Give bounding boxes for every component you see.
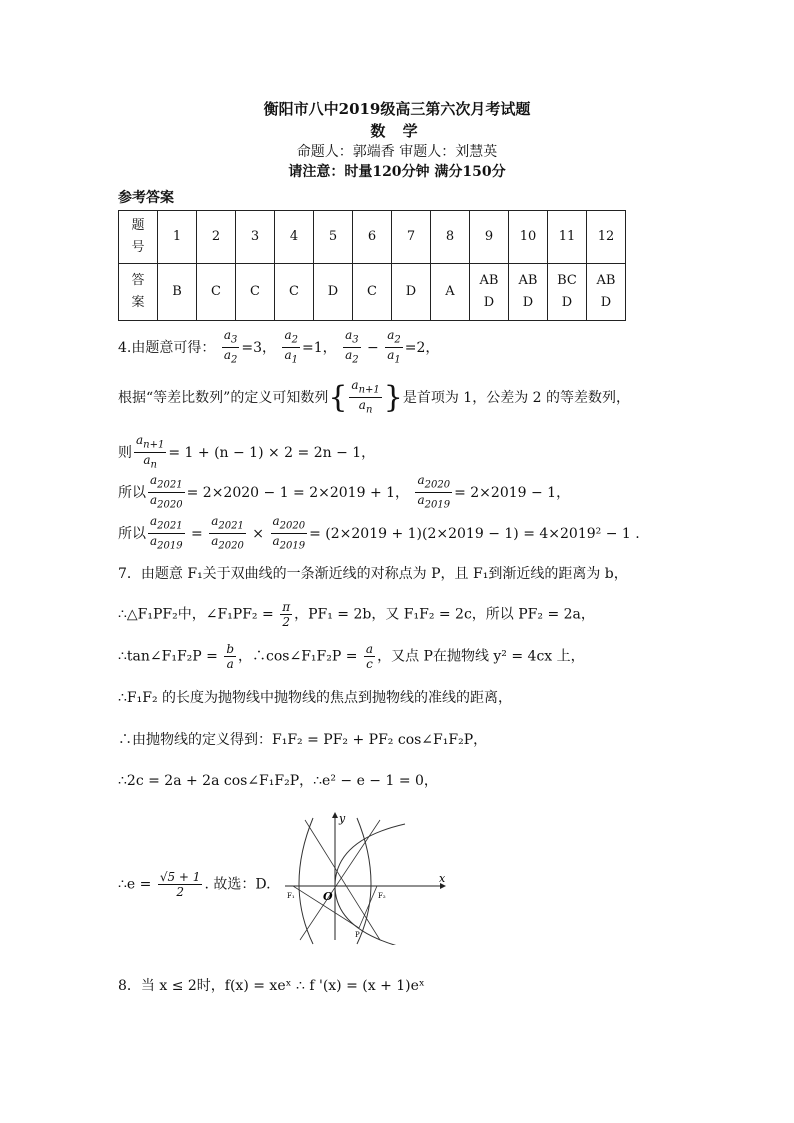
answer-cell: AB D bbox=[587, 264, 626, 321]
sol4-line2: 根据“等差比数列”的定义可知数列{ $\frac{a_{n+1}}{a_n}$ }是首项为 1，公差为 2 的等差数列， bbox=[118, 378, 631, 416]
equation: = 1 + (n − 1) × 2 = 2n − 1， bbox=[168, 444, 376, 461]
q-num: 11 bbox=[548, 211, 587, 264]
text: ，PF₁ = 2b，又 F₁F₂ = 2c，所以 PF₂ = 2a， bbox=[294, 606, 595, 623]
y-axis-arrow bbox=[332, 812, 338, 818]
text: ，又点 P在抛物线 y² = 4cx 上， bbox=[377, 648, 585, 665]
q-num: 1 bbox=[158, 211, 197, 264]
fraction: $\frac{a_{2021}}{a_{2020}}$ bbox=[150, 473, 183, 511]
text: 根据“等差比数列”的定义可知数列 bbox=[118, 389, 329, 406]
q-num: 6 bbox=[353, 211, 392, 264]
table-row-answers bbox=[119, 264, 626, 321]
asymptote-2 bbox=[305, 820, 380, 940]
equation: = (2×2019 + 1)(2×2019 − 1) = 4×2019² − 1 . bbox=[309, 525, 640, 542]
fraction: $\frac{a_2}{a_1}$ bbox=[387, 328, 401, 366]
sol7-line2 bbox=[118, 600, 595, 629]
subject-title: 数 学 bbox=[370, 122, 424, 140]
text: ∴△F₁PF₂中，∠F₁PF₂ = bbox=[118, 606, 274, 623]
equation: =3， bbox=[241, 339, 276, 356]
sol7-line4: ∴F₁F₂ 的长度为抛物线中抛物线的焦点到抛物线的准线的距离， bbox=[118, 690, 513, 706]
equation: = 2×2019 − 1， bbox=[454, 484, 571, 501]
q-num: 9 bbox=[470, 211, 509, 264]
answer-cell: C bbox=[353, 264, 392, 321]
equation: = 2×2020 − 1 = 2×2019 + 1， bbox=[186, 484, 410, 501]
row-label-answers: 答 案 bbox=[119, 264, 158, 321]
sol8-line1: 8．当 x ≤ 2时，f(x) = xeˣ ∴ f '(x) = (x + 1)eˣ bbox=[118, 978, 425, 994]
text: . 故选：D. bbox=[204, 876, 271, 893]
q-num: 4 bbox=[275, 211, 314, 264]
q-num: 3 bbox=[236, 211, 275, 264]
origin-label: O bbox=[323, 890, 333, 903]
answer-cell: AB D bbox=[509, 264, 548, 321]
row-label-questions: 题 号 bbox=[119, 211, 158, 264]
fraction: $\frac{a_3}{a_2}$ bbox=[223, 328, 238, 366]
fraction: $\frac{a_{2020}}{a_{2019}}$ bbox=[417, 473, 451, 511]
sol4-line3 bbox=[118, 433, 375, 473]
f2-label: F₂ bbox=[378, 892, 386, 900]
fraction: $\frac{√5 + 1}{2}$ bbox=[159, 870, 201, 899]
notice-line: 请注意：时量120分钟 满分150分 bbox=[288, 164, 506, 180]
answer-cell: BC D bbox=[548, 264, 587, 321]
fraction: $\frac{a_{n+1}}{a_n}$ bbox=[351, 378, 380, 416]
p-label: P bbox=[355, 931, 360, 939]
text: 则 bbox=[118, 444, 132, 461]
q-num: 12 bbox=[587, 211, 626, 264]
sol7-line5: ∴由抛物线的定义得到：F₁F₂ = PF₂ + PF₂ cos∠F₁F₂P， bbox=[118, 732, 488, 748]
answer-cell: AB D bbox=[470, 264, 509, 321]
answer-table bbox=[118, 210, 626, 321]
hyperbola-parabola-figure bbox=[285, 810, 450, 945]
fraction: $\frac{a_3}{a_2}$ bbox=[345, 328, 359, 366]
sol4-intro: 4.由题意可得： bbox=[118, 339, 216, 356]
answer-cell: C bbox=[275, 264, 314, 321]
y-axis-label: y bbox=[339, 812, 346, 825]
text: ，∴cos∠F₁F₂P = bbox=[238, 648, 358, 665]
asymptote-1 bbox=[300, 820, 380, 940]
fraction: $\frac{a_{2021}}{a_{2020}}$ bbox=[211, 514, 244, 552]
fraction: $\frac{a_{2021}}{a_{2019}}$ bbox=[150, 514, 183, 552]
q-num: 2 bbox=[197, 211, 236, 264]
sol4-line5: 所以 $\frac{a_{2021}}{a_{2019}}$ = $\frac{a_{2021}}{a_{2020}}$ × $\frac{a_{2020}}{a_{2019}}$ = (2×2019 + 1)(2×2019 − 1) = 4×2019² − 1 . bbox=[118, 514, 640, 552]
table-row-questions bbox=[119, 211, 626, 264]
text: 所以 bbox=[118, 525, 146, 542]
authors-line: 命题人：郭端香 审题人：刘慧英 bbox=[296, 144, 498, 160]
segment-f2-p bbox=[359, 886, 377, 928]
f1-label: F₁ bbox=[287, 892, 295, 900]
exam-title: 衡阳市八中2019级高三第六次月考试题 bbox=[263, 100, 531, 118]
sol4-line1: 4.由题意可得： $\frac{a_3}{a_2}$ =3， $\frac{a_2}{a_1}$ =1， $\frac{a_3}{a_2}$ − $\frac{a_2}{a_1}$ =2， bbox=[118, 328, 440, 366]
text: 是首项为 1，公差为 2 的等差数列， bbox=[402, 389, 631, 406]
text: 所以 bbox=[118, 484, 146, 501]
sol7-line6: ∴2c = 2a + 2a cos∠F₁F₂P，∴e² − e − 1 = 0， bbox=[118, 773, 438, 789]
q-num: 10 bbox=[509, 211, 548, 264]
answer-cell: A bbox=[431, 264, 470, 321]
sol4-line4 bbox=[118, 473, 570, 513]
answer-key-title: 参考答案 bbox=[118, 190, 174, 206]
fraction: $\frac{a}{c}$ bbox=[365, 642, 374, 671]
q-num: 5 bbox=[314, 211, 353, 264]
fraction: $\frac{a_{n+1}}{a_n}$ bbox=[136, 433, 165, 471]
sol7-line7 bbox=[118, 870, 271, 899]
fraction: $\frac{b}{a}$ bbox=[226, 642, 235, 671]
answer-cell: C bbox=[236, 264, 275, 321]
text: ∴tan∠F₁F₂P = bbox=[118, 648, 218, 665]
answer-cell: C bbox=[197, 264, 236, 321]
answer-cell: D bbox=[314, 264, 353, 321]
sol7-line1: 7．由题意 F₁关于双曲线的一条渐近线的对称点为 P，且 F₁到渐近线的距离为 b， bbox=[118, 566, 628, 582]
equation: =2， bbox=[404, 339, 440, 356]
q-num: 8 bbox=[431, 211, 470, 264]
fraction: $\frac{a_2}{a_1}$ bbox=[284, 328, 298, 366]
answer-cell: D bbox=[392, 264, 431, 321]
fraction: $\frac{\pi}{2}$ bbox=[282, 600, 291, 629]
answer-cell: B bbox=[158, 264, 197, 321]
fraction: $\frac{a_{2020}}{a_{2019}}$ bbox=[272, 514, 306, 552]
x-axis-label: x bbox=[439, 872, 446, 885]
text: ∴e = bbox=[118, 876, 152, 893]
sol7-line3 bbox=[118, 642, 585, 671]
q-num: 7 bbox=[392, 211, 431, 264]
hyperbola-left-branch bbox=[299, 818, 313, 944]
equation: =1， bbox=[301, 339, 337, 356]
